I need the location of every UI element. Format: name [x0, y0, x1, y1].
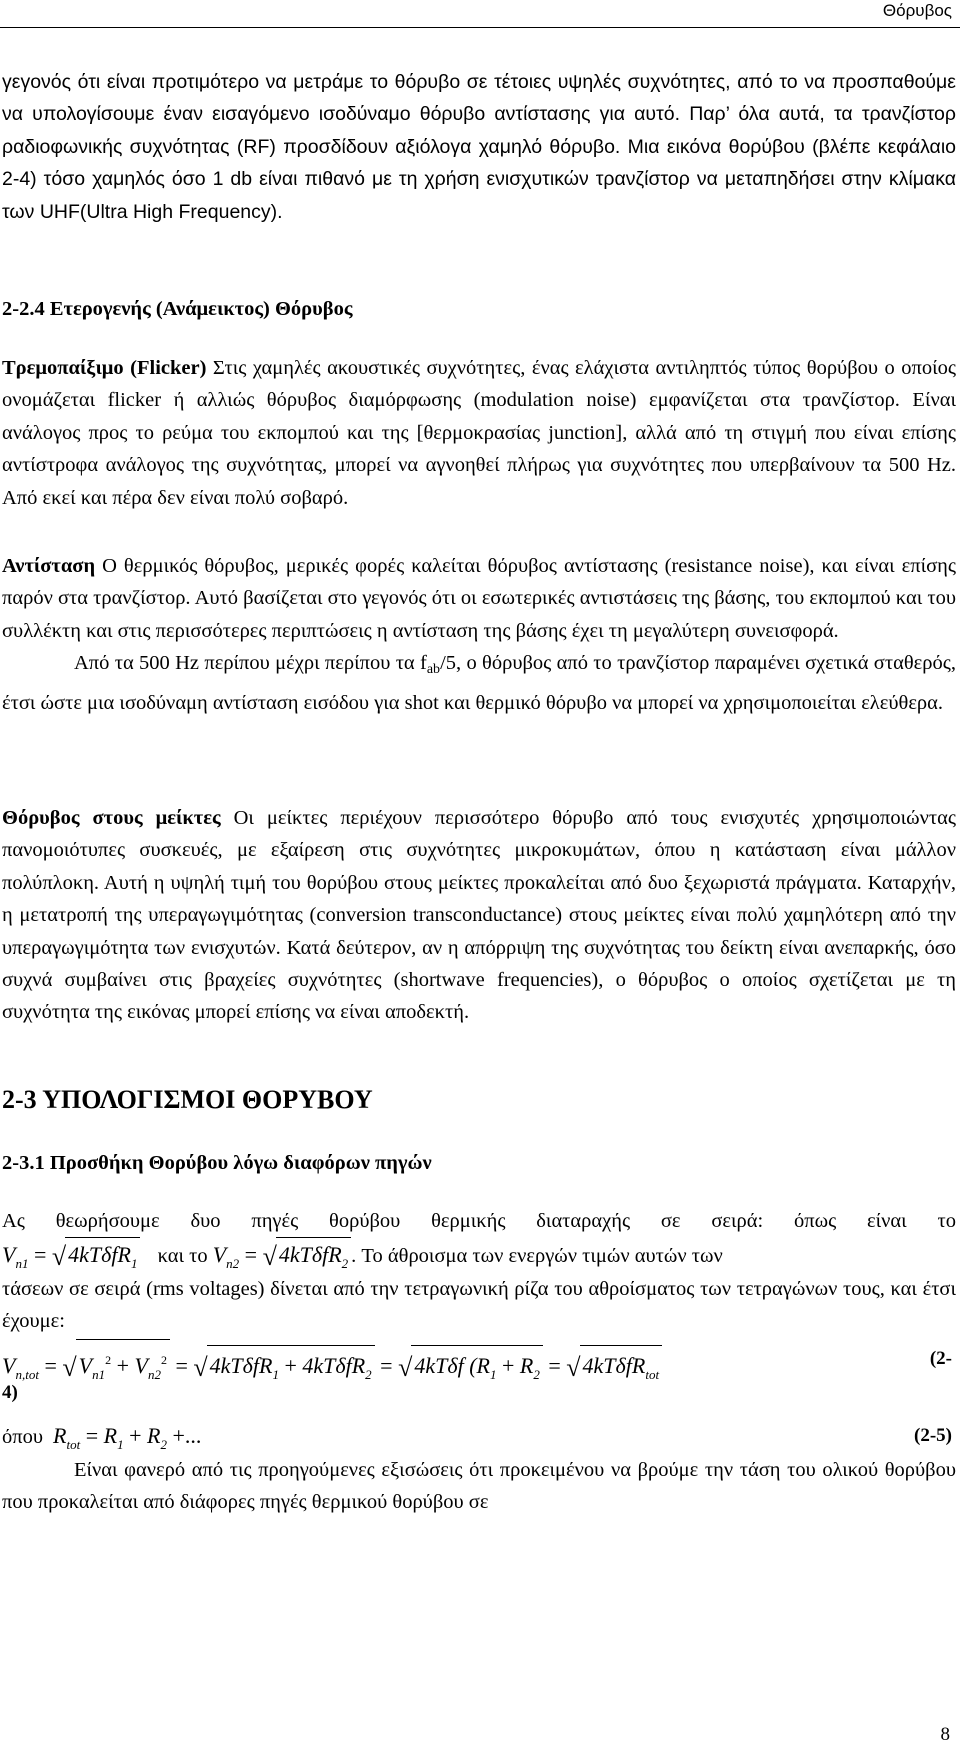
section-heading-2-3: 2-3 ΥΠΟΛΟΓΙΣΜΟΙ ΘΟΡΥΒΟΥ [2, 1085, 373, 1114]
equation-vn1: $V_{n1} = √4kT\delta fR_1$ [2, 1242, 140, 1267]
header-title: Θόρυβος [882, 1, 952, 20]
equation-2-5-label: (2-5) [914, 1425, 952, 1446]
page-number: 8 [940, 1724, 950, 1745]
and-text: και το [157, 1245, 208, 1267]
equation-2-4-label-a: (2- [929, 1348, 952, 1369]
closing-text: Είναι φανερό από τις προηγούμενες εξισώσεις ότι προκειμένου να βρούμε την τάση του ολικού θορύβου που προκαλείται από διάφορες πηγές θερμικού θορύβου σε [2, 1459, 956, 1514]
flicker-text: Στις χαμηλές ακουστικές συχνότητες, ένας ελάχιστα αντιληπτός τύπος θορύβου ο οποίος ονομάζεται flicker ή αλλιώς θόρυβος διαμόρφωσης (modulation noise) εμφανίζεται στα τρανζίστορ. Είναι ανάλογος προς το ρεύμα του εκπομπού και της [θερμοκρασίας junction], αλλά από τη στιγμή που είναι επίσης αντίστροφα ανάλογος της συχνότητας, μπορεί να αγνοηθεί πλήρως για συχνότητες που υπερβαίνουν τα 500 Hz. Από εκεί και πέρα δεν είναι πολύ σοβαρό. [2, 357, 957, 509]
sources-line-1: Ας θεωρήσουμε δυο πηγές θορύβου θερμικής διαταραχής σε σειρά: όπως είναι το [2, 1210, 956, 1232]
sources-line-2-end: . Το άθροισμα των ενεργών τιμών αυτών των [351, 1245, 723, 1267]
mixer-term: Θόρυβος στους μείκτες [2, 807, 221, 829]
resistance-paragraph [2, 550, 956, 719]
resistance-p2-b: /5, ο θόρυβος από το τρανζίστορ παραμένει σχετικά σταθερός, έτσι ώστε μια ισοδύναμη αντίσταση εισόδου για shot και θερμικό θόρυβο να μπορεί να χρησιμοποιείται ελεύθερα. [2, 652, 956, 714]
equation-2-4-row [2, 1339, 956, 1382]
flicker-paragraph [2, 352, 956, 514]
equation-2-5: $R_{tot} = R_1 + R_2$ +... [53, 1423, 202, 1452]
header-rule [0, 27, 960, 28]
flicker-term: Τρεμοπαίξιμο (Flicker) [2, 357, 207, 379]
mixer-paragraph [2, 802, 956, 1029]
section-heading-2-3-1: 2-3.1 Προσθήκη Θορύβου λόγω διαφόρων πηγών [2, 1152, 432, 1174]
resistance-p2-a: Από τα 500 Hz περίπου μέχρι περίπου τα f [74, 652, 427, 675]
intro-text: γεγονός ότι είναι προτιμότερο να μετράμε το θόρυβο σε τέτοιες υψηλές συχνότητες, από το να προσπαθούμε να υπολογίσουμε έναν εισαγόμενο ισοδύναμο θόρυβο αντίστασης για αυτό. Παρ’ όλα αυτά, τα τρανζίστορ ραδιοφωνικής συχνότητας (RF) προσδίδουν αξιόλογα χαμηλό θόρυβο. Μια εικόνα θορύβου (βλέπε κεφάλαιο 2-4) τόσο χαμηλός όσο 1 db είναι πιθανό με τη χρήση ενισχυτικών τρανζίστορ να μεταπηδήσει στην κλίμακα των UHF(Ultra High Frequency). [2, 71, 956, 223]
equation-2-4-label-b: 4) [2, 1382, 18, 1403]
equation-vn2: $V_{n2} = √4kT\delta fR_2$ [213, 1242, 351, 1267]
section-heading-2-2-4: 2-2.4 Ετερογενής (Ανάμεικτος) Θόρυβος [2, 298, 353, 320]
resistance-text: Ο θερμικός θόρυβος, μερικές φορές καλείται θόρυβος αντίστασης (resistance noise), και είναι επίσης παρόν στα τρανζίστορ. Αυτό βασίζεται στο γεγονός ότι οι εσωτερικές αντιστάσεις της βάσης, του εκπομπού και του συλλέκτη και στις περισσότερες περιπτώσεις η αντίσταση της βάσης έχει τη μεγαλύτερη συνεισφορά. [2, 555, 956, 642]
intro-paragraph [2, 66, 956, 228]
resistance-term: Αντίσταση [2, 555, 96, 577]
sources-line-2 [2, 1237, 956, 1271]
sources-paragraph [2, 1205, 956, 1237]
rms-text: τάσεων σε σειρά (rms voltages) δίνεται από την τετραγωνική ρίζα του αθροίσματος των τετραγώνων τους, και έτσι έχουμε: [2, 1278, 956, 1333]
equation-2-4-label-row [2, 1382, 956, 1412]
closing-paragraph [2, 1454, 956, 1519]
equation-2-4: $V_{n,tot} = √V_{n1}^2 + V_{n2}^2 = √4kT\delta fR_1 + 4kT\delta fR_2 = √4kT\delta f$ ($R_1 + R_2 = √4kT\delta fR_{tot}$ [2, 1353, 662, 1378]
mixer-text: Οι μείκτες περιέχουν περισσότερο θόρυβο από τους ενισχυτές χρησιμοποιώντας πανομοιότυπες συσκευές, με εξαίρεση στις συχνότητες μικροκυμάτων, όπου η κατάσταση είναι μάλλον πολύπλοκη. Αυτή η υψηλή τιμή του θορύβου στους μείκτες προκαλείται από δυο ξεχωριστά πράγματα. Καταρχήν, η μετατροπή της υπεραγωγιμότητας (conversion transconductance) στους μείκτες είναι πολύ χαμηλότερη από την υπεραγωγιμότητα των ενισχυτών. Κατά δεύτερον, αν η απόρριψη της συχνότητας του δείκτη είναι ανεπαρκής, όσο συχνά συμβαίνει στις βραχείες συχνότητες (shortwave frequencies), ο θόρυβος ο οποίος σχετίζεται με τη συχνότητα της εικόνας μπορεί επίσης να είναι αποδεκτή. [2, 807, 956, 1024]
page-header [0, 0, 960, 24]
resistance-p2-sub: ab [426, 662, 441, 678]
rms-paragraph [2, 1273, 956, 1338]
where-text: όπου [2, 1426, 43, 1448]
equation-2-5-row [2, 1416, 956, 1456]
